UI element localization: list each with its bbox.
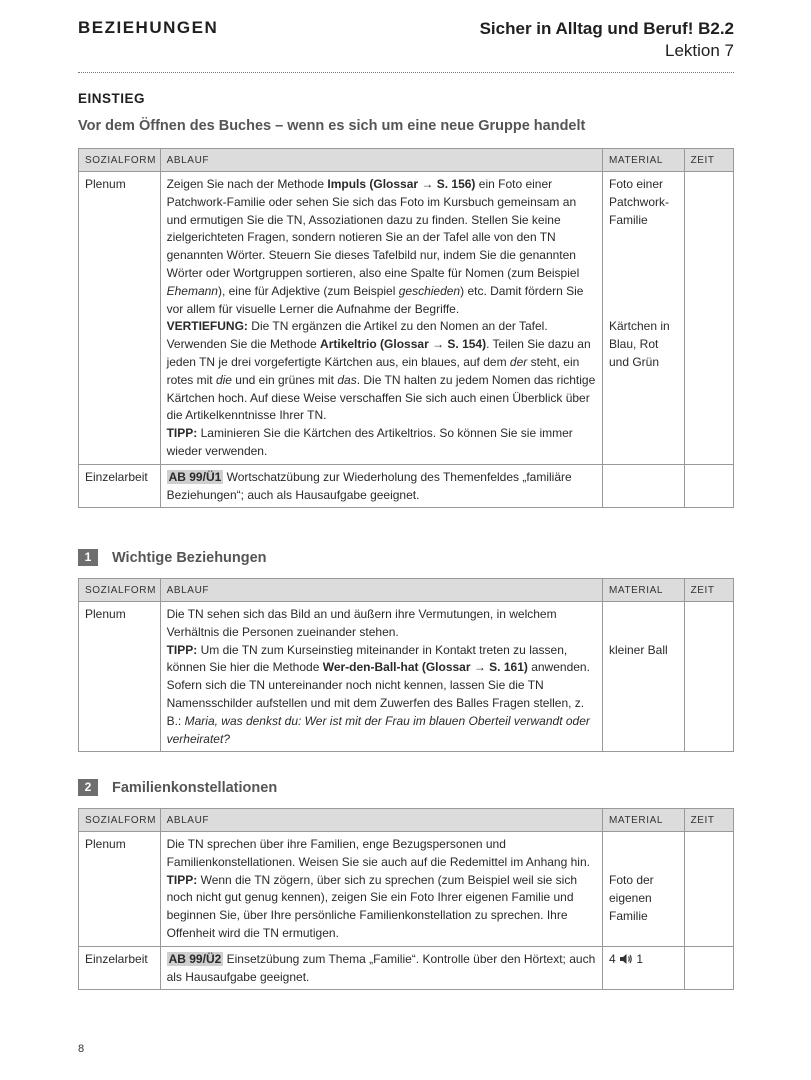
tipp-label: TIPP: [166, 872, 198, 887]
section-number: 2 [78, 779, 98, 796]
table-row [79, 832, 734, 947]
col-header-material: MATERIAL [602, 579, 684, 602]
cell-ablauf [160, 464, 602, 508]
exercise-tag: AB 99/Ü1 [168, 469, 222, 484]
einstieg-table [78, 148, 734, 508]
vertiefung-label: VERTIEFUNG: [166, 319, 248, 334]
track-cd-number: 4 [608, 951, 616, 966]
section-number: 1 [78, 549, 98, 566]
cell-material [602, 946, 684, 990]
text: Die TN sprechen über ihre Familien, enge Bezugspersonen und Familienkonstellationen. Weisen Sie sie auch auf die Redemittel im Anhang hin. [166, 837, 590, 869]
text: Zeigen Sie nach der Methode [166, 177, 328, 191]
exercise-tag: AB 99/Ü2 [168, 951, 222, 966]
article-word: das [337, 372, 357, 387]
tipp-label: TIPP: [166, 426, 198, 441]
speaker-icon [619, 953, 633, 971]
example-question: Maria, was denkst du: Wer ist mit der Frau im blauen Oberteil verwandt oder verheiratet? [166, 713, 590, 746]
cell-sozialform: Einzelarbeit [79, 464, 161, 508]
col-header-ablauf: ABLAUF [160, 809, 602, 832]
cell-material [602, 172, 684, 465]
table-header-row [79, 809, 734, 832]
text: Wortschatzübung zur Wiederholung des Themenfeldes „familiäre Beziehungen“; auch als Hausaufgabe geeignet. [166, 469, 572, 502]
col-header-ablauf: ABLAUF [160, 579, 602, 602]
text: Die TN sehen sich das Bild an und äußern ihre Vermutungen, in welchem Verhältnis die Personen zueinander stehen. [166, 607, 557, 639]
cell-sozialform: Einzelarbeit [79, 946, 161, 990]
book-info [480, 18, 734, 62]
table-row [79, 172, 734, 465]
table-row [79, 602, 734, 752]
text: anwenden. Sofern sich die TN untereinander noch nicht kennen, lassen Sie die TN Namensschilder aufstellen und mit dem Zuwerfen des Balles Fragen stellen, z. B.: [166, 660, 590, 728]
cell-sozialform: Plenum [79, 832, 161, 947]
section-heading-einstieg: EINSTIEG [78, 91, 146, 106]
text: Um die TN zum Kurseinstieg miteinander in Kontakt treten zu lassen, können Sie hier die Methode [166, 642, 568, 675]
page [78, 0, 734, 984]
text: und ein grünes mit [231, 372, 338, 387]
table-row [79, 946, 734, 990]
section-title: Familienkonstellationen [112, 779, 278, 796]
section-title: Wichtige Beziehungen [112, 549, 267, 566]
text: steht, ein rotes mit [166, 354, 580, 387]
text: Wenn die TN zögern, über sich zu sprechen (zum Beispiel weil sie sich noch nicht gut genug kennen), zeigen Sie ein Foto Ihrer eigenen Familie und beginnen Sie, über Ihre persönliche Familienkonstellation zu sprechen. Ihre Offenheit wird die TN ermutigen. [166, 872, 577, 940]
lesson-label: Lektion 7 [665, 41, 734, 60]
dotted-divider [78, 72, 734, 73]
method-reference: Impuls (Glossar → S. 156) [327, 177, 476, 191]
example-word: geschieden [398, 283, 461, 298]
col-header-sozialform: SOZIALFORM [79, 149, 161, 172]
text: ein Foto einer Patchwork-Familie oder sehen Sie sich das Foto im Kursbuch gemeinsam an und ermutigen Sie die TN, Assoziationen dazu zu finden. Stellen Sie keine zielgerichteten Fragen, sondern notieren Sie an der Tafel alle von den TN genannten Wörter. Steuern Sie dieses Tafelbild nur, indem Sie die genannten Wörter oder Wortgruppen sortieren, also eine Spalte für Nomen (zum Beispiel [166, 177, 580, 280]
cell-ablauf [160, 832, 602, 947]
cell-material [602, 464, 684, 508]
material-item: Foto einer Patchwork-Familie [608, 177, 670, 227]
track-number: 1 [636, 951, 644, 966]
cell-zeit [684, 832, 733, 947]
material-item: Kärtchen in Blau, Rot und Grün [608, 319, 670, 369]
col-header-zeit: ZEIT [684, 809, 733, 832]
text: Laminieren Sie die Kärtchen des Artikeltrios. So können Sie sie immer wieder verwenden. [166, 426, 573, 458]
cell-zeit [684, 464, 733, 508]
cell-zeit [684, 602, 733, 752]
section-heading-2 [78, 779, 277, 799]
text: Einsetzübung zum Thema „Familie“. Kontrolle über den Hörtext; auch als Hausaufgabe geeignet. [166, 951, 596, 984]
cell-zeit [684, 946, 733, 990]
text: . Teilen Sie dazu an jeden TN je drei vorgefertigte Kärtchen aus, ein blaues, auf dem [166, 337, 591, 369]
text: Die TN ergänzen die Artikel zu den Nomen an der Tafel. Verwenden Sie die Methode [166, 319, 548, 352]
method-reference: Wer-den-Ball-hat (Glossar → S. 161) [322, 660, 528, 675]
table-header-row [79, 149, 734, 172]
cell-zeit [684, 172, 733, 465]
cell-material [602, 832, 684, 947]
col-header-material: MATERIAL [602, 809, 684, 832]
section-heading-1 [78, 549, 267, 569]
einstieg-subtitle: Vor dem Öffnen des Buches – wenn es sich um eine neue Gruppe handelt [78, 118, 586, 134]
text: ), eine für Adjektive (zum Beispiel [217, 283, 399, 298]
example-word: Ehemann [166, 283, 218, 298]
text: . Die TN halten zu jedem Nomen das richtige Kärtchen hoch. Auf diese Weise verschaffen Sie sich auch einen Überblick über die Artikelkenntnisse Ihrer TN. [166, 372, 596, 423]
chapter-title: BEZIEHUNGEN [78, 18, 219, 37]
cell-ablauf [160, 602, 602, 752]
cell-ablauf [160, 172, 602, 465]
table-header-row [79, 579, 734, 602]
col-header-sozialform: SOZIALFORM [79, 579, 161, 602]
material-item: kleiner Ball [608, 643, 668, 657]
col-header-zeit: ZEIT [684, 579, 733, 602]
book-title: Sicher in Alltag und Beruf! B2.2 [479, 19, 734, 38]
col-header-sozialform: SOZIALFORM [79, 809, 161, 832]
col-header-ablauf: ABLAUF [160, 149, 602, 172]
col-header-material: MATERIAL [602, 149, 684, 172]
page-header [78, 0, 734, 78]
section1-table [78, 578, 734, 752]
cell-sozialform: Plenum [79, 602, 161, 752]
method-reference: Artikeltrio (Glossar → S. 154) [320, 337, 487, 352]
material-item: Foto der eigenen Familie [608, 873, 654, 923]
page-number: 8 [78, 1043, 85, 1055]
section2-table [78, 808, 734, 990]
text: ) etc. Damit fördern Sie vor allem für visuelle Lerner die Aufnahme der Begriffe. [166, 283, 584, 316]
table-row [79, 464, 734, 508]
cell-sozialform: Plenum [79, 172, 161, 465]
article-word: die [215, 372, 232, 387]
article-word: der [509, 354, 528, 369]
cell-ablauf [160, 946, 602, 990]
cell-material [602, 602, 684, 752]
tipp-label: TIPP: [166, 642, 198, 657]
col-header-zeit: ZEIT [684, 149, 733, 172]
